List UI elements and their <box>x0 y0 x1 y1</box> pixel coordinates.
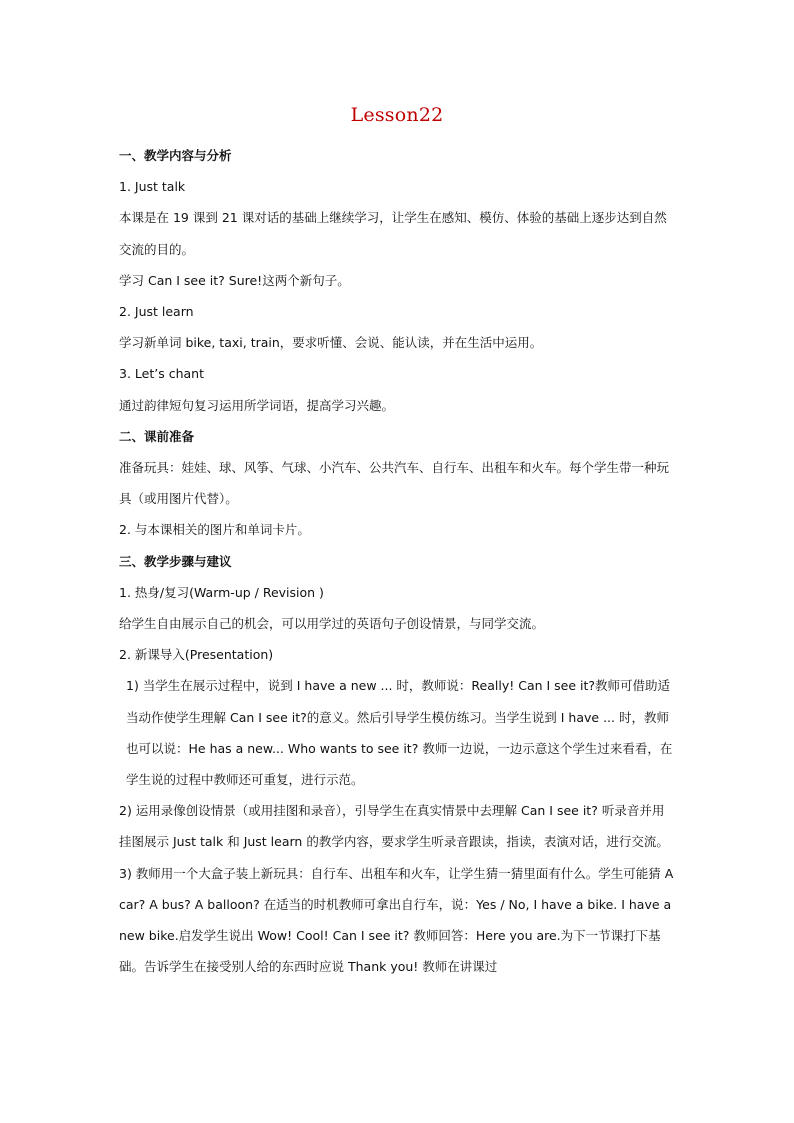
paragraph: 2. 与本课相关的图片和单词卡片。 <box>119 522 310 538</box>
paragraph: 学习新单词 bike, taxi, train，要求听懂、会说、能认读，并在生活中运用。 <box>119 335 543 351</box>
item-just-learn: 2. Just learn <box>119 304 194 320</box>
paragraph: 准备玩具：娃娃、球、风筝、气球、小汽车、公共汽车、自行车、出租车和火车。每个学生带一种玩具（或用图片代替）。 <box>119 460 670 507</box>
paragraph: 1) 当学生在展示过程中，说到 I have a new ... 时，教师说：Really! Can I see it?教师可借助适当动作使学生理解 Can I see it?的意义。然后引导学生模仿练习。当学生说到 I have ... 时，教师也可以说：He has a new... Who wants to see it? 教师一边说，一边示意这个学生过来看看，在学生说的过程中教师还可重复，进行示范。 <box>126 678 673 788</box>
paragraph: 学习 Can I see it? Sure!这两个新句子。 <box>119 272 350 288</box>
paragraph: 1. 热身/复习(Warm-up / Revision ) <box>119 584 324 600</box>
section-heading-preparation: 二、课前准备 <box>119 428 195 444</box>
paragraph: 3) 教师用一个大盒子装上新玩具：自行车、出租车和火车，让学生猜一猜里面有什么。学生可能猜 A car? A bus? A balloon? 在适当的时机教师可拿出自行车，说：Yes / No, I have a bike. I have a new bike.启发学生说出 Wow! Cool! Can I see it? 教师回答：Here you are.为下一节课打下基础。告诉学生在接受别人给的东西时应说 Thank you! 教师在讲课过 <box>119 865 674 975</box>
document-title: Lesson22 <box>350 104 444 126</box>
section-heading-content-analysis: 一、教学内容与分析 <box>119 148 232 163</box>
paragraph: 给学生自由展示自己的机会，可以用学过的英语句子创设情景，与同学交流。 <box>119 616 545 632</box>
section-heading-teaching-steps: 三、教学步骤与建议 <box>119 553 232 569</box>
paragraph: 通过韵律短句复习运用所学词语，提高学习兴趣。 <box>119 397 395 413</box>
document-body <box>119 140 675 982</box>
item-just-talk: 1. Just talk <box>119 179 186 195</box>
item-lets-chant: 3. Let’s chant <box>119 366 204 382</box>
paragraph: 2. 新课导入(Presentation) <box>119 647 274 663</box>
paragraph: 本课是在 19 课到 21 课对话的基础上继续学习，让学生在感知、模仿、体验的基础上逐步达到自然交流的目的。 <box>119 210 667 257</box>
paragraph: 2) 运用录像创设情景（或用挂图和录音），引导学生在真实情景中去理解 Can I see it? 听录音并用挂图展示 Just talk 和 Just learn 的教学内容，要求学生听录音跟读，指读，表演对话，进行交流。 <box>119 803 669 850</box>
